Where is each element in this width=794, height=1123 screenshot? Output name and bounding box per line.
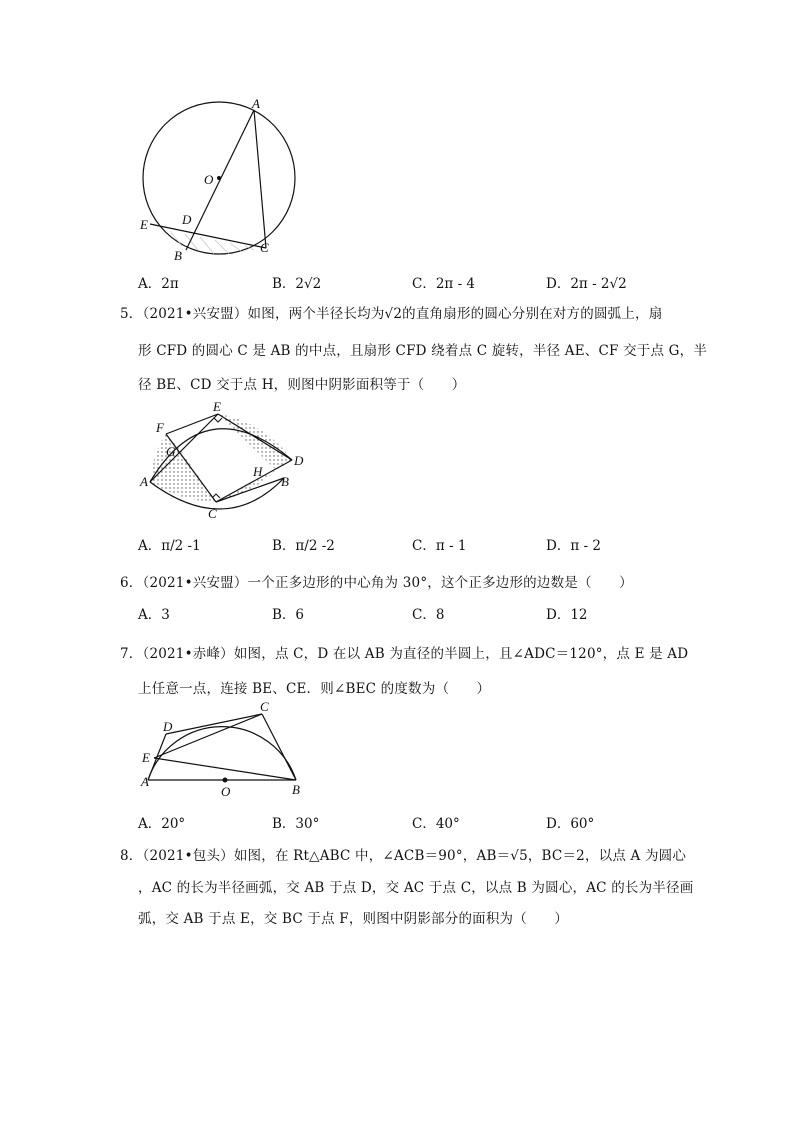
q6-text-line1: 6．（2021•兴安盟）一个正多边形的中心角为 30°，这个正多边形的边数是（ ） — [120, 575, 633, 591]
q4-option-a: A．2π — [138, 276, 179, 292]
q4-label-O: O — [204, 172, 214, 187]
q5-label-H: H — [253, 464, 263, 479]
q4-shaded-segment — [152, 224, 266, 262]
q7-semicircle-figure — [134, 700, 314, 800]
q4-option-c: C．2π - 4 — [412, 276, 476, 292]
q7-label-C: C — [260, 700, 269, 714]
q4-label-E: E — [140, 217, 148, 232]
q5-label-F: F — [156, 420, 164, 435]
q7-option-a: A．20° — [138, 816, 186, 832]
q8-text-line2: ，AC 的长为半径画弧，交 AB 于点 D，交 AC 于点 C，以点 B 为圆心，AC 的长为半径画 — [138, 880, 694, 896]
q7-option-c: C．40° — [412, 816, 460, 832]
q5-option-c: C．π - 1 — [412, 538, 467, 554]
q6-option-d: D．12 — [546, 607, 588, 623]
q5-label-C: C — [208, 506, 217, 521]
q4-line-AB — [186, 110, 254, 250]
q7-label-D: D — [163, 719, 173, 734]
q4-label-D: D — [182, 212, 192, 227]
q7-label-A: A — [141, 774, 149, 789]
q4-option-b: B．2√2 — [272, 276, 322, 292]
q5-text-line3: 径 BE、CD 交于点 H，则图中阴影面积等于（ ） — [138, 377, 466, 393]
q4-line-AC — [254, 110, 266, 248]
q5-label-E: E — [213, 399, 221, 414]
q4-line-EC — [150, 224, 266, 248]
q6-option-c: C．8 — [412, 607, 445, 623]
q7-option-b: B．30° — [272, 816, 320, 832]
q5-text-line2: 形 CFD 的圆心 C 是 AB 的中点，且扇形 CFD 绕着点 C 旋转，半径 AE、CF 交于点 G，半 — [138, 343, 708, 359]
q7-label-O: O — [221, 784, 231, 799]
q8-text-line3: 弧，交 AB 于点 E，交 BC 于点 F，则图中阴影部分的面积为（ ） — [138, 911, 569, 927]
q5-sector-figure — [136, 398, 316, 523]
q7-center-dot — [223, 778, 228, 783]
q4-label-B: B — [174, 248, 182, 262]
q5-label-G: G — [166, 444, 176, 459]
q7-text-line1: 7．（2021•赤峰）如图，点 C，D 在以 AB 为直径的半圆上，且∠ADC＝120°，点 E 是 AD — [120, 646, 689, 662]
q5-option-b: B．π/2 -2 — [272, 538, 335, 554]
q5-label-B: B — [281, 474, 289, 489]
q7-semicircle-arc — [148, 727, 296, 780]
q4-label-A: A — [252, 96, 260, 111]
q6-option-b: B．6 — [272, 607, 305, 623]
q4-option-d: D．2π - 2√2 — [546, 276, 627, 292]
q7-option-d: D．60° — [546, 816, 595, 832]
q5-label-D: D — [294, 453, 304, 468]
q5-label-A: A — [140, 474, 148, 489]
q6-option-a: A．3 — [138, 607, 170, 623]
q7-label-B: B — [292, 782, 300, 797]
q4-circle-figure — [130, 92, 310, 262]
q4-center-dot — [217, 176, 221, 180]
q5-text-line1: 5．（2021•兴安盟）如图，两个半径长均为√2的直角扇形的圆心分别在对方的圆弧上，扇 — [120, 306, 663, 322]
q7-text-line2: 上任意一点，连接 BE、CE．则∠BEC 的度数为（ ） — [138, 681, 491, 697]
q8-text-line1: 8．（2021•包头）如图，在 Rt△ABC 中，∠ACB＝90°，AB＝√5，BC＝2，以点 A 为圆心 — [120, 848, 687, 864]
q4-label-C: C — [260, 240, 269, 255]
q5-shaded-top-right — [218, 414, 292, 470]
q7-label-E: E — [142, 750, 150, 765]
q5-option-a: A．π/2 -1 — [138, 538, 201, 554]
q5-option-d: D．π - 2 — [546, 538, 601, 554]
